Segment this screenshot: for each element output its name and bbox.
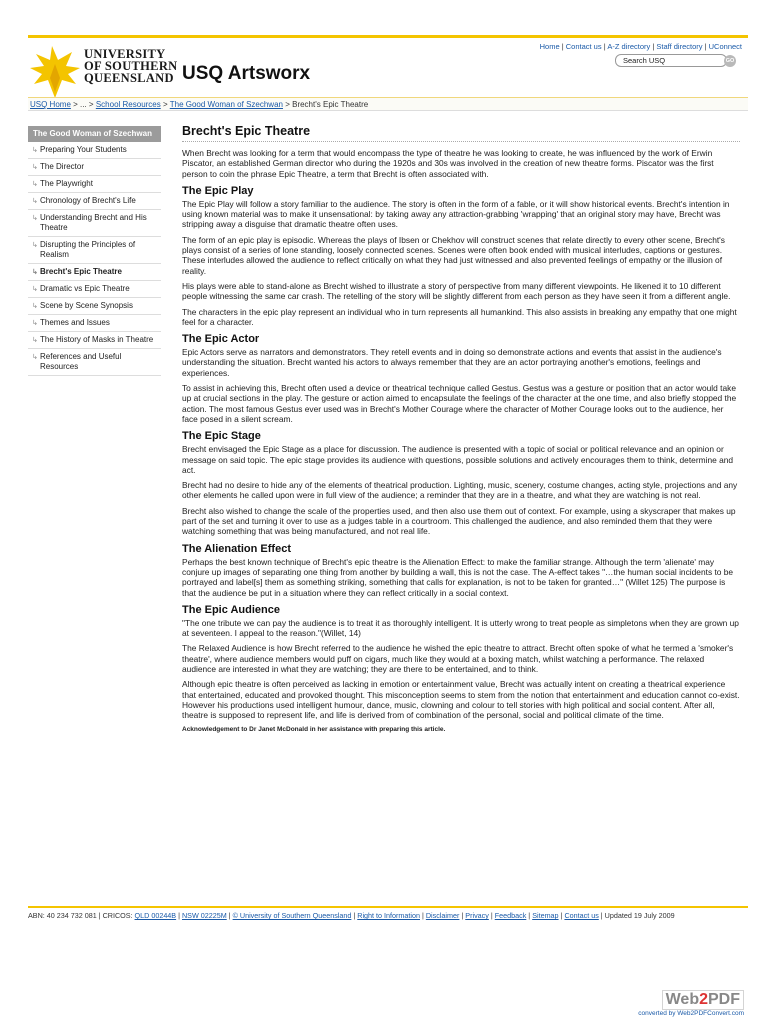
paragraph: "The one tribute we can pay the audience is to treat it as thoroughly intelligent. It is utterly wrong to treat people as simpletons when they are grown up at seventeen. I appeal to the reason."(Willet, 14) xyxy=(182,617,739,639)
breadcrumb-usq-home[interactable]: USQ Home xyxy=(30,100,71,109)
footer-link-nsw[interactable]: NSW 02225M xyxy=(181,911,227,920)
sidebar-item-label: The Playwright xyxy=(40,179,93,188)
sidebar-nav xyxy=(28,126,161,376)
paragraph: Although epic theatre is often perceived as lacking in emotion or entertainment value, Brecht was actually intent on creating a theatrical experience that entertained, educated and provoked thought. This misconception seems to stem from the notion that entertainment and education cannot co-exist. However his productions used intelligent humour, dance, music, clowning and colour to tell stories with high political and social content. After all, theatre is supposed to represent life, and life is derived from of combination of the personal, social and political climate of the time. xyxy=(182,679,740,721)
arrow-icon: ↳ xyxy=(32,269,38,276)
footer-link-privacy[interactable]: Privacy xyxy=(465,911,489,920)
paragraph: To assist in achieving this, Brecht often used a device or theatrical technique called Gestus. Gestus was a gesture or position that an actor would take up at crucial sections in the play. The gesture or action aimed to encapsulate the feelings of the character at the one time, and also briefly stopped the action. The most famous Gestus ever used was in Brecht's Mother Courage where the character of Mother Courage looks out to the audience, her face posed in a silent scream. xyxy=(182,383,737,424)
sidebar-item-label: Understanding Brecht and His Theatre xyxy=(40,213,147,232)
university-name: UNIVERSITY OF SOUTHERN QUEENSLAND xyxy=(84,47,178,85)
acknowledgement: Acknowledgement to Dr Janet McDonald in her assistance with preparing this article. xyxy=(182,726,446,734)
paragraph: The characters in the epic play represent an individual who in turn represents all humankind. This also assists in breaking any empathy that one might feel for a character. xyxy=(182,306,737,327)
footer-abn: ABN: 40 234 732 081 | CRICOS: xyxy=(28,911,133,920)
sidebar-item-synopsis[interactable] xyxy=(28,298,161,315)
sidebar-item-director[interactable] xyxy=(28,159,161,176)
arrow-icon: ↳ xyxy=(32,286,38,293)
footer-updated: Updated 19 July 2009 xyxy=(604,911,675,920)
sidebar-item-label: Brecht's Epic Theatre xyxy=(40,267,122,276)
arrow-icon: ↳ xyxy=(32,147,38,154)
paragraph: Perhaps the best known technique of Brecht's epic theatre is the Alienation Effect: to make the familiar strange. Although the term 'alienate' may conjure up images of separating one thing from another by building a wall, this is not the case. The A-effect takes "…the human social incidents to be portrayed and label[s] them as something striking, something that calls for explanation, is not to be taken for granted…" (Willet 125) The purpose is that the audience be put in a situation where they can reflect critically in a social context. xyxy=(182,556,734,598)
paragraph: The Relaxed Audience is how Brecht referred to the audience he wished the epic theatre to attract. Brecht often spoke of what he termed a 'smoker's theatre', where audience members would puff on cigars, much like they would at a boxing match, whilst watching a performance. The relaxed audience are interested in what they are watching; they are there to be entertained, and to think. xyxy=(182,643,734,674)
paragraph: Brecht envisaged the Epic Stage as a place for discussion. The audience is presented with a topic of social or political relevance and an opinion or message on said topic. The epic stage provides its audience with questions, possible solutions and actively encourages them to think, determine and act. xyxy=(182,444,734,475)
sidebar-item-label: References and Useful Resources xyxy=(40,352,122,371)
sidebar-item-epic-theatre[interactable] xyxy=(28,264,161,281)
breadcrumb: USQ Home > ... > School Resources > The Good Woman of Szechwan > Brecht's Epic Theatre xyxy=(28,97,748,111)
header-accent-bar xyxy=(28,35,748,38)
sidebar-item-label: Scene by Scene Synopsis xyxy=(40,301,133,310)
sidebar-item-label: Chronology of Brecht's Life xyxy=(40,196,136,205)
sidebar-item-disrupting-realism[interactable] xyxy=(28,237,161,264)
footer-link-qld[interactable]: QLD 00244B xyxy=(134,911,177,920)
breadcrumb-ellipsis: ... xyxy=(80,100,87,109)
intro-paragraph: When Brecht was looking for a term that would encompass the type of theatre he was looking to create, he was influenced by the work of Erwin Piscator, an established German director who during the 1920s and 30s was involved in the creation of new theatre forms. Piscator was the first person to coin the phrase Epic Theatre, a term that Brecht is often associated with. xyxy=(182,148,714,179)
footer-link-feedback[interactable]: Feedback xyxy=(494,911,527,920)
arrow-icon: ↳ xyxy=(32,164,38,171)
footer-link-copyright[interactable]: © University of Southern Queensland xyxy=(232,911,352,920)
sidebar-item-understanding-brecht[interactable] xyxy=(28,210,161,237)
paragraph: Brecht also wished to change the scale of the properties used, and then also use them out of context. For example, using a skyscraper that makes up part of the set and turning it over to use as a judges table in a courtroom. This challenged the audience, and also reminded them that they were watching something that was being manufactured, and not real life. xyxy=(182,505,736,537)
section-heading-epic-stage: The Epic Stage xyxy=(182,430,261,443)
footer: ABN: 40 234 732 081 | CRICOS: QLD 00244B | NSW 02225M | © University of Southern Queensland | Right to Information | Disclaimer | Privacy | Feedback | Sitemap | Contact us | Updated 19 July 2009 xyxy=(28,906,748,920)
paragraph: His plays were able to stand-alone as Brecht wished to illustrate a story of perspective from many different viewpoints. He likened it to 10 different people witnessing the same car crash. The retelling of the story will be slightly different from each person as they have seen it from a different angle. xyxy=(182,280,731,302)
footer-link-sitemap[interactable]: Sitemap xyxy=(532,911,559,920)
utility-links: Home | Contact us | A-Z directory | Staff directory | UConnect xyxy=(539,42,742,51)
main-content xyxy=(182,124,740,741)
site-title: USQ Artsworx xyxy=(182,63,311,84)
sidebar-item-label: Disrupting the Principles of Realism xyxy=(40,240,136,259)
sidebar-item-label: The Director xyxy=(40,162,85,171)
sidebar-heading[interactable]: The Good Woman of Szechwan xyxy=(28,126,161,142)
section-heading-alienation-effect: The Alienation Effect xyxy=(182,542,291,555)
arrow-icon: ↳ xyxy=(32,303,38,310)
sidebar-item-dramatic-vs-epic[interactable] xyxy=(28,281,161,298)
arrow-icon: ↳ xyxy=(32,198,38,205)
util-link-contact[interactable]: Contact us xyxy=(565,42,602,51)
paragraph: Epic Actors serve as narrators and demonstrators. They retell events and in doing so demonstrate actions and events that assist in the audience's understanding the situation. Brecht wanted his actors to always remember that they are an actor portraying another's emotions, feelings and experiences. xyxy=(182,347,722,378)
search-input[interactable]: Search USQ xyxy=(615,54,727,67)
arrow-icon: ↳ xyxy=(32,215,38,222)
breadcrumb-current: Brecht's Epic Theatre xyxy=(292,100,369,109)
search-go-button[interactable]: GO xyxy=(724,55,736,67)
paragraph: Brecht had no desire to hide any of the elements of theatrical production. Lighting, music, scenery, costume changes, acting style, projections and any other elements he called upon were in full view of the audience; a reminder that they are in a theatre, and what they are watching is not real. xyxy=(182,480,738,501)
web2pdf-watermark[interactable] xyxy=(628,990,744,1017)
sidebar-item-themes[interactable] xyxy=(28,315,161,332)
sidebar-item-label: Preparing Your Students xyxy=(40,145,127,154)
arrow-icon: ↳ xyxy=(32,337,38,344)
web2pdf-tagline[interactable]: converted by Web2PDFConvert.com xyxy=(638,1010,744,1017)
sidebar-item-label: Themes and Issues xyxy=(40,318,110,327)
sidebar-item-label: Dramatic vs Epic Theatre xyxy=(40,284,130,293)
sidebar-item-preparing-students[interactable] xyxy=(28,142,161,159)
sidebar-item-masks-history[interactable] xyxy=(28,332,161,349)
breadcrumb-good-woman[interactable]: The Good Woman of Szechwan xyxy=(169,100,283,109)
section-heading-epic-audience: The Epic Audience xyxy=(182,603,281,616)
util-link-home[interactable]: Home xyxy=(539,42,560,51)
footer-link-contact[interactable]: Contact us xyxy=(564,911,599,920)
web2pdf-logo: Web2PDF xyxy=(662,990,744,1010)
util-link-staff-directory[interactable]: Staff directory xyxy=(656,42,703,51)
sidebar-item-playwright[interactable] xyxy=(28,176,161,193)
sidebar-item-chronology[interactable] xyxy=(28,193,161,210)
paragraph: The form of an epic play is episodic. Whereas the plays of Ibsen or Chekhov will construct scenes that relate directly to every other scene, Brecht's plays consist of a series of lone standing, loosely connected scenes. Scenes were often book ended with musical interludes, captions or gestures. These interludes allowed the audience to reflect critically on what they had just witnessed and also prevented feelings of empathy or the illusion of reality. xyxy=(182,234,725,276)
phoenix-logo-icon xyxy=(28,44,82,100)
arrow-icon: ↳ xyxy=(32,242,38,249)
footer-link-disclaimer[interactable]: Disclaimer xyxy=(425,911,460,920)
section-heading-epic-actor: The Epic Actor xyxy=(182,333,260,346)
arrow-icon: ↳ xyxy=(32,354,38,361)
breadcrumb-school-resources[interactable]: School Resources xyxy=(95,100,161,109)
arrow-icon: ↳ xyxy=(32,181,38,188)
arrow-icon: ↳ xyxy=(32,320,38,327)
sidebar-item-label: The History of Masks in Theatre xyxy=(40,335,154,344)
section-heading-epic-play: The Epic Play xyxy=(182,184,254,197)
paragraph: The Epic Play will follow a story familiar to the audience. The story is often in the form of a fable, or it will show historical events. Brecht's intention in using known material was to make it unsensational: by taking away any attraction-grabbing 'wrapping' that an original story may have, Brecht was stripping away a disguise that dramatic theatre often uses. xyxy=(182,198,730,230)
util-link-az-directory[interactable]: A-Z directory xyxy=(607,42,651,51)
util-link-uconnect[interactable]: UConnect xyxy=(708,42,742,51)
usq-logo[interactable] xyxy=(28,44,178,104)
page-title: Brecht's Epic Theatre xyxy=(182,124,740,142)
sidebar-item-references[interactable] xyxy=(28,349,161,376)
footer-link-right-to-information[interactable]: Right to Information xyxy=(357,911,420,920)
